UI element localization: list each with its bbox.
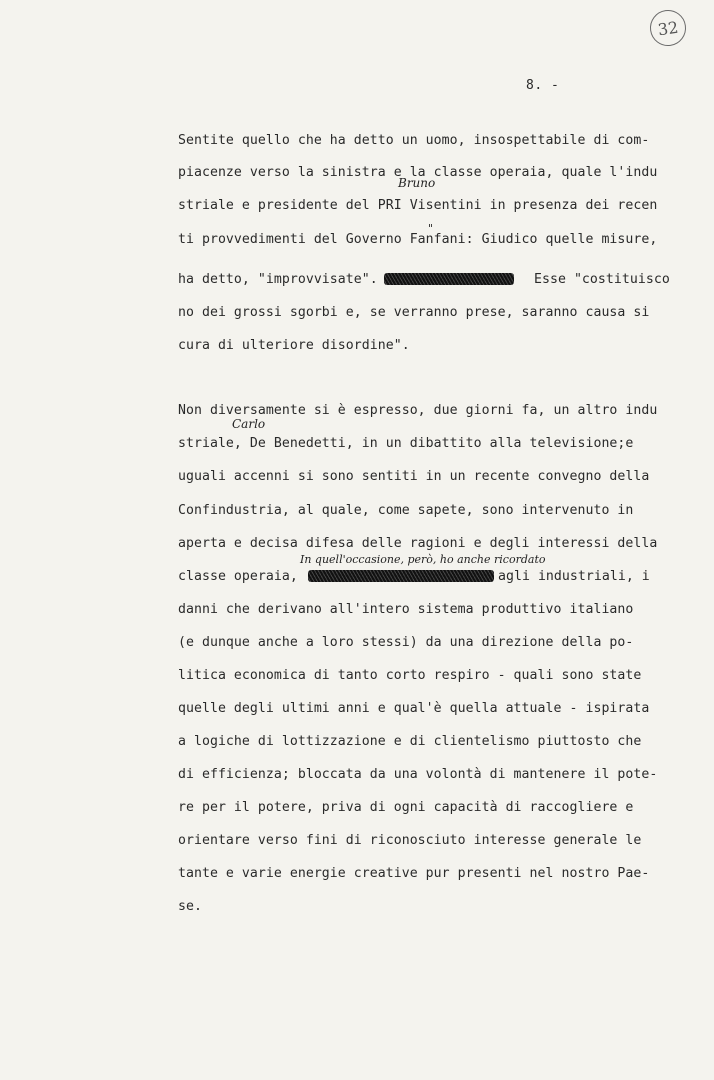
text-line: re per il potere, priva di ogni capacità di raccogliere e (178, 800, 634, 815)
text-line: Confindustria, al quale, come sapete, sono intervenuto in (178, 503, 634, 518)
text-line: se. (178, 899, 202, 914)
text-line: (e dunque anche a loro stessi) da una direzione della po- (178, 635, 634, 650)
text-line: uguali accenni si sono sentiti in un recente convegno della (178, 469, 650, 484)
handwritten-name: Carlo (232, 417, 266, 431)
text-line: Sentite quello che ha detto un uomo, insospettabile di com- (178, 133, 650, 148)
text-line: di efficienza; bloccata da una volontà di mantenere il pote- (178, 767, 658, 782)
text-line: striale, De Benedetti, in un dibattito alla televisione;e (178, 436, 634, 451)
text-line: ti provvedimenti del Governo Fanfani: Giudico quelle misure, (178, 232, 658, 247)
text-line: agli industriali, i (498, 569, 650, 584)
text-line: Esse "costituisco (534, 272, 670, 287)
text-line: quelle degli ultimi anni e qual'è quella attuale - ispirata (178, 701, 650, 716)
text-line: orientare verso fini di riconosciuto interesse generale le (178, 833, 642, 848)
text-line: striale e presidente del PRI Visentini in presenza dei recen (178, 198, 658, 213)
text-line: a logiche di lottizzazione e di clientelismo piuttosto che (178, 734, 642, 749)
text-line: ha detto, "improvvisate". (178, 272, 378, 287)
handwritten-quote-mark: " (428, 222, 434, 235)
text-line: cura di ulteriore disordine". (178, 338, 410, 353)
text-line: classe operaia, (178, 569, 298, 584)
text-line: piacenze verso la sinistra e la classe operaia, quale l'indu (178, 165, 658, 180)
handwritten-name: Bruno (398, 176, 436, 190)
page-indicator: 8. - (526, 78, 560, 93)
handwritten-insertion: In quell'occasione, però, ho anche ricordato (300, 553, 546, 566)
redaction-scribble (308, 570, 494, 582)
text-line: danni che derivano all'intero sistema produttivo italiano (178, 602, 634, 617)
text-line: Non diversamente si è espresso, due giorni fa, un altro indu (178, 403, 658, 418)
archive-stamp: 32 (648, 8, 689, 49)
redaction-scribble (384, 273, 514, 285)
text-line: litica economica di tanto corto respiro - quali sono state (178, 668, 642, 683)
text-line: no dei grossi sgorbi e, se verranno prese, saranno causa si (178, 305, 650, 320)
text-line: aperta e decisa difesa delle ragioni e degli interessi della (178, 536, 658, 551)
text-line: tante e varie energie creative pur presenti nel nostro Pae- (178, 866, 650, 881)
